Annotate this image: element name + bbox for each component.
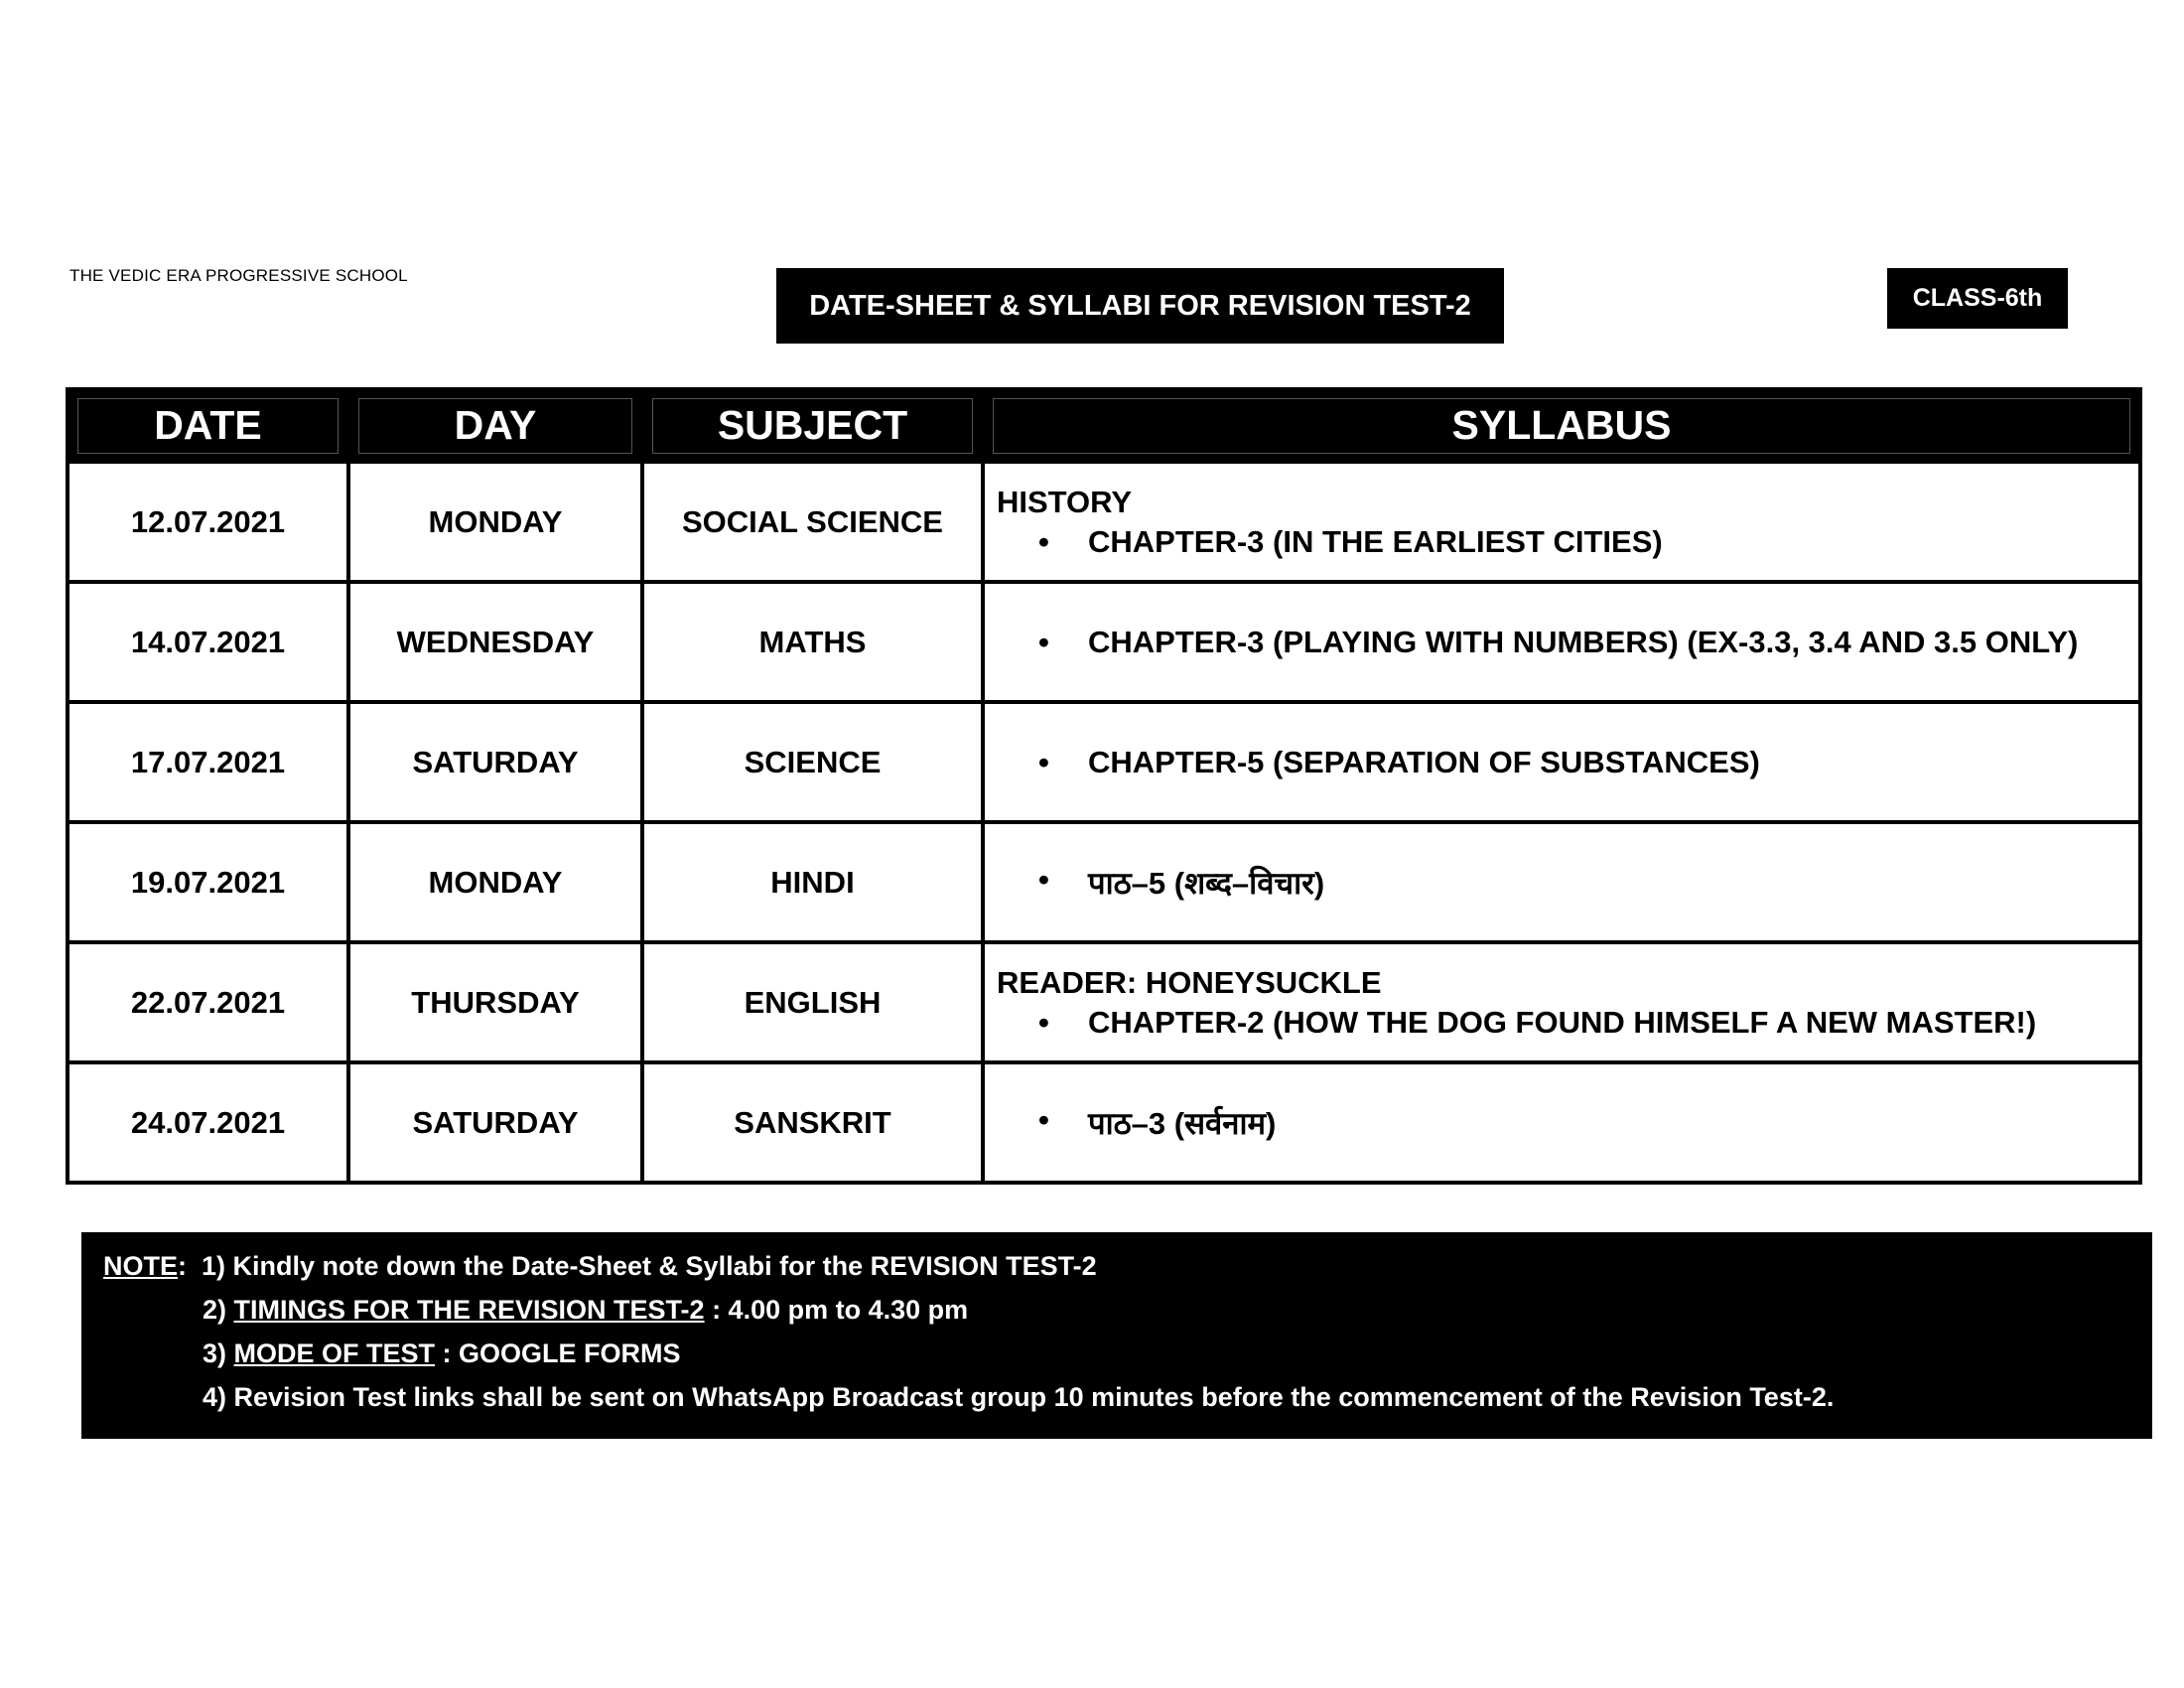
subject-cell: SANSKRIT [642, 1062, 983, 1183]
syllabus-item: • पाठ–5 (शब्द–विचार) [1038, 861, 1325, 901]
subject-cell: HINDI [642, 822, 983, 942]
day-cell: THURSDAY [348, 942, 642, 1062]
bullet-icon: • [1038, 624, 1049, 659]
bullet-icon: • [1038, 1101, 1049, 1137]
date-cell: 17.07.2021 [68, 702, 348, 822]
syllabus-heading: HISTORY [997, 484, 1133, 519]
bullet-icon: • [1038, 523, 1049, 559]
subject-cell: ENGLISH [642, 942, 983, 1062]
subject-cell: MATHS [642, 582, 983, 702]
syllabus-cell [983, 702, 2140, 822]
date-cell: 12.07.2021 [68, 462, 348, 582]
bullet-icon: • [1038, 1004, 1049, 1040]
table-header-row [68, 389, 2140, 462]
syllabus-cell [983, 462, 2140, 582]
day-cell: MONDAY [348, 462, 642, 582]
date-sheet-table [66, 387, 2142, 1185]
syllabus-item: • CHAPTER-2 (HOW THE DOG FOUND HIMSELF A NEW MASTER!) [1038, 1004, 2037, 1040]
syllabus-item: • पाठ–3 (सर्वनाम) [1038, 1101, 1277, 1141]
note-line-3: 3) MODE OF TEST : GOOGLE FORMS [203, 1338, 681, 1368]
note-box [81, 1232, 2152, 1439]
subject-cell: SOCIAL SCIENCE [642, 462, 983, 582]
date-cell: 19.07.2021 [68, 822, 348, 942]
subject-cell: SCIENCE [642, 702, 983, 822]
day-cell: MONDAY [348, 822, 642, 942]
date-cell: 24.07.2021 [68, 1062, 348, 1183]
bullet-icon: • [1038, 861, 1049, 897]
class-label: CLASS-6th [1887, 268, 2068, 329]
date-cell: 14.07.2021 [68, 582, 348, 702]
day-cell: SATURDAY [348, 1062, 642, 1183]
note-line-1: NOTE: 1) Kindly note down the Date-Sheet & Syllabi for the REVISION TEST-2 [103, 1251, 1097, 1281]
day-cell: WEDNESDAY [348, 582, 642, 702]
column-header-subject: SUBJECT [642, 389, 983, 462]
table-row [68, 942, 2140, 1062]
document-title: DATE-SHEET & SYLLABI FOR REVISION TEST-2 [776, 268, 1504, 344]
column-header-date: DATE [68, 389, 348, 462]
table-row [68, 822, 2140, 942]
day-cell: SATURDAY [348, 702, 642, 822]
bullet-icon: • [1038, 744, 1049, 779]
syllabus-cell [983, 582, 2140, 702]
syllabus-cell [983, 942, 2140, 1062]
table-row [68, 702, 2140, 822]
school-name: THE VEDIC ERA PROGRESSIVE SCHOOL [69, 266, 408, 285]
syllabus-item: • CHAPTER-3 (PLAYING WITH NUMBERS) (EX-3.3, 3.4 AND 3.5 ONLY) [1038, 624, 2079, 659]
date-cell: 22.07.2021 [68, 942, 348, 1062]
column-header-day: DAY [348, 389, 642, 462]
syllabus-item: • CHAPTER-5 (SEPARATION OF SUBSTANCES) [1038, 744, 1760, 779]
table-row [68, 462, 2140, 582]
note-line-4: 4) Revision Test links shall be sent on WhatsApp Broadcast group 10 minutes before the commencement of the Revision Test-2. [203, 1382, 1835, 1412]
syllabus-cell [983, 1062, 2140, 1183]
note-label: NOTE [103, 1251, 179, 1281]
table-row [68, 1062, 2140, 1183]
column-header-syllabus: SYLLABUS [983, 389, 2140, 462]
table-row [68, 582, 2140, 702]
syllabus-item: • CHAPTER-3 (IN THE EARLIEST CITIES) [1038, 523, 1663, 559]
note-line-2: 2) TIMINGS FOR THE REVISION TEST-2 : 4.00 pm to 4.30 pm [203, 1295, 969, 1325]
syllabus-cell [983, 822, 2140, 942]
syllabus-heading: READER: HONEYSUCKLE [997, 964, 1382, 1000]
